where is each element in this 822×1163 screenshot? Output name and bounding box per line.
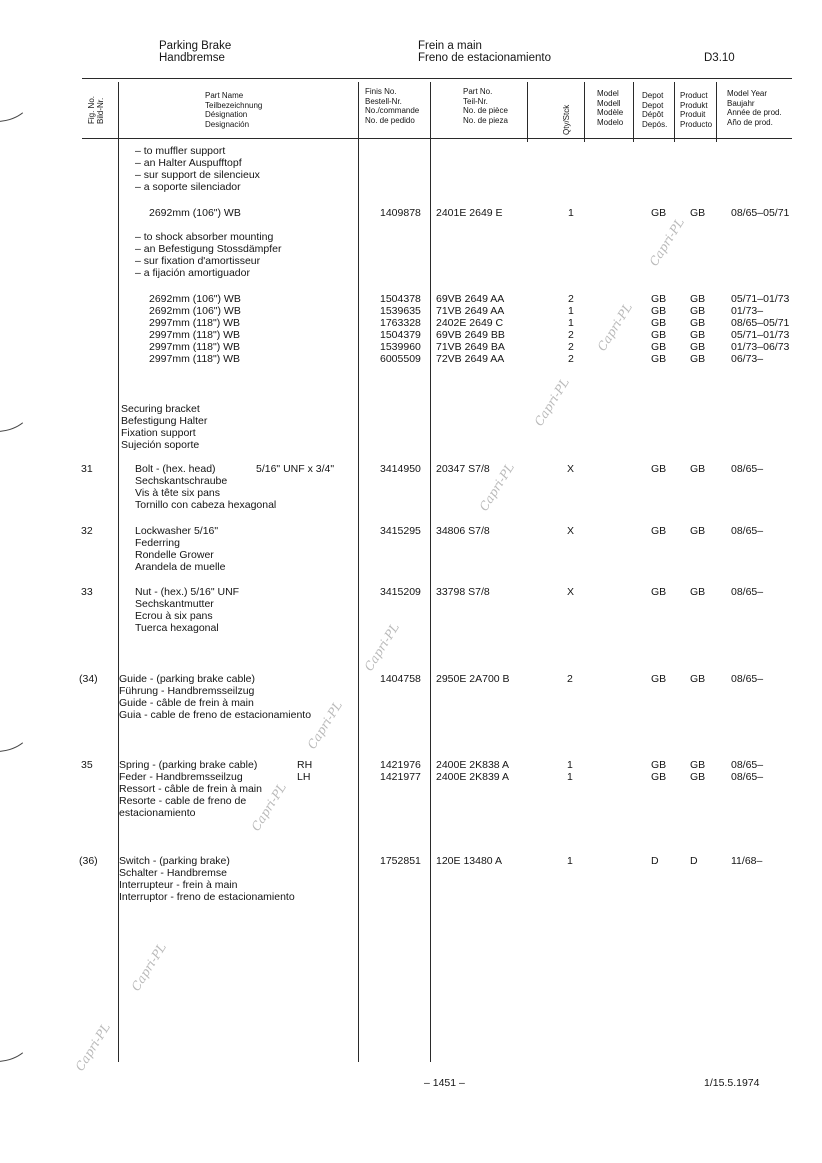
finis-no: 3415295 [380,525,421,537]
depot-list: GB GB [651,759,667,783]
watermark: Capri-PL [128,940,170,994]
product: GB [690,586,706,598]
binder-hole-mark [0,70,32,122]
col-divider-fig [118,82,119,1062]
model-year: 08/65– [731,525,764,537]
model-year-list: 08/65– 08/65– [731,759,764,783]
product: GB [690,207,706,219]
col-divider-qty [584,82,585,142]
part-spec: 5/16" UNF x 3/4" [256,463,335,475]
col-divider-depot [674,82,675,142]
part-name: Lockwasher 5/16" Federring Rondelle Grower Arandela de muelle [135,525,226,573]
part-name: Switch - (parking brake) Schalter - Handbremse Interrupteur - frein à main Interruptor - freno de estacionamiento [119,855,295,903]
issue-date: 1/15.5.1974 [704,1077,760,1089]
part-no: 2950E 2A700 B [436,673,510,685]
depot: GB [651,207,667,219]
part-no: 120E 13480 A [436,855,502,867]
fig-no: 33 [81,586,93,598]
title-en: Parking Brake [159,40,232,52]
side-list: RH LH [297,759,313,783]
watermark: Capri-PL [646,215,688,269]
model-year: 08/65–05/71 [731,207,790,219]
model-year: 08/65– [731,586,764,598]
qty: 2 [567,673,573,685]
fig-no: (34) [79,673,98,685]
col-header-model-year: Model Year Baujahr Année de prod. Año de prod. [727,89,782,127]
product: GB [690,525,706,537]
depot-list: GB GB GB GB GB GB [651,293,667,365]
model-year: 08/65– [731,463,764,475]
page-number: – 1451 – [424,1077,465,1089]
part-no: 20347 S7/8 [436,463,490,475]
qty: X [567,586,575,598]
desc-muffler-support: – to muffler support – an Halter Auspufftopf – sur support de silencieux – a soporte silenciador [135,145,260,193]
watermark: Capri-PL [361,620,403,674]
watermark: Capri-PL [304,698,346,752]
col-divider-part-name [358,82,359,1062]
product: GB [690,673,706,685]
qty-list: 1 1 [567,759,573,783]
depot: GB [651,463,667,475]
model-year: 11/68– [731,855,763,867]
depot: GB [651,673,667,685]
watermark: Capri-PL [594,300,636,354]
part-name: Guide - (parking brake cable) Führung - Handbremsseilzug Guide - câble de frein à main Guia - cable de freno de estacionamiento [119,673,312,721]
qty: 1 [568,207,574,219]
col-header-finis-no: Finis No. Bestell-Nr. No./commande No. de pedido [365,87,420,125]
col-header-depot: Depot Depot Dépôt Depós. [642,91,668,129]
col-divider-product [716,82,717,142]
product-list: GB GB [690,759,706,783]
part-no: 34806 S7/8 [436,525,490,537]
model-year-list: 05/71–01/73 01/73– 08/65–05/71 05/71–01/73 01/73–06/73 06/73– [731,293,790,365]
desc-securing-bracket: Securing bracket Befestigung Halter Fixation support Sujeción soporte [121,403,208,451]
watermark: Capri-PL [476,460,518,514]
finis-no-list: 1421976 1421977 [380,759,421,783]
binder-hole-mark [0,1010,32,1062]
fig-no: 32 [81,525,93,537]
title-en-de [159,40,231,64]
table-top-rule [82,78,792,79]
table-header-rule [82,138,792,139]
fig-no: (36) [79,855,98,867]
depot: GB [651,525,667,537]
wheelbase-list: 2692mm (106") WB 2692mm (106") WB 2997mm (118") WB 2997mm (118") WB 2997mm (118") WB 2997mm (118") WB [149,293,241,365]
title-fr-es [418,40,551,64]
binder-hole-mark [0,700,32,752]
col-header-part-name: Part Name Teilbezeichnung Désignation Designación [205,91,263,129]
part-name: Spring - (parking brake cable) Feder - Handbremsseilzug Ressort - câble de frein à main Resorte - cable de freno de estacionamiento [119,759,262,819]
title-fr: Frein a main [418,40,482,52]
part-name: Bolt - (hex. head) Sechskantschraube Vis à tête six pans Tornillo con cabeza hexagonal [135,463,277,511]
col-divider-model [633,82,634,142]
col-header-fig-no: Fig. No. Bild-Nr. [87,95,105,124]
part-no: 2401E 2649 E [436,207,503,219]
fig-no: 31 [81,463,93,475]
finis-no: 1409878 [380,207,421,219]
col-header-qty: Qty/Stck [562,104,571,135]
finis-no-list: 1504378 1539635 1763328 1504379 1539960 6005509 [380,293,421,365]
finis-no: 1752851 [380,855,421,867]
watermark: Capri-PL [72,1020,114,1074]
watermark: Capri-PL [531,375,573,429]
col-header-product: Product Produkt Produit Producto [680,91,713,129]
watermark: Capri-PL [248,780,290,834]
finis-no: 1404758 [380,673,421,685]
part-no-list: 69VB 2649 AA 71VB 2649 AA 2402E 2649 C 69VB 2649 BB 71VB 2649 BA 72VB 2649 AA [436,293,505,365]
model-year: 08/65– [731,673,764,685]
depot: GB [651,586,667,598]
part-no: 33798 S7/8 [436,586,490,598]
desc-shock-absorber-mounting: – to shock absorber mounting – an Befestigung Stossdämpfer – sur fixation d'amortisseur – a fijación amortiguador [135,231,282,279]
fig-no: 35 [81,759,93,771]
finis-no: 3415209 [380,586,421,598]
qty: X [567,463,575,475]
col-header-model: Model Modell Modèle Modelo [597,89,624,127]
wheelbase: 2692mm (106") WB [149,207,241,219]
binder-hole-mark [0,380,32,432]
section-code: D3.10 [704,52,735,64]
depot: D [651,855,659,867]
col-divider-part-no [527,82,528,142]
qty-list: 2 1 1 2 2 2 [568,293,574,365]
qty: X [567,525,575,537]
title-es: Freno de estacionamiento [418,52,551,64]
col-header-part-no: Part No. Teil-Nr. No. de pièce No. de pieza [463,87,508,125]
part-name: Nut - (hex.) 5/16" UNF Sechskantmutter Ecrou à six pans Tuerca hexagonal [135,586,240,634]
product-list: GB GB GB GB GB GB [690,293,706,365]
part-no-list: 2400E 2K838 A 2400E 2K839 A [436,759,509,783]
product: D [690,855,698,867]
product: GB [690,463,706,475]
finis-no: 3414950 [380,463,421,475]
title-de: Handbremse [159,52,225,64]
qty: 1 [567,855,573,867]
col-divider-finis [430,82,431,1062]
